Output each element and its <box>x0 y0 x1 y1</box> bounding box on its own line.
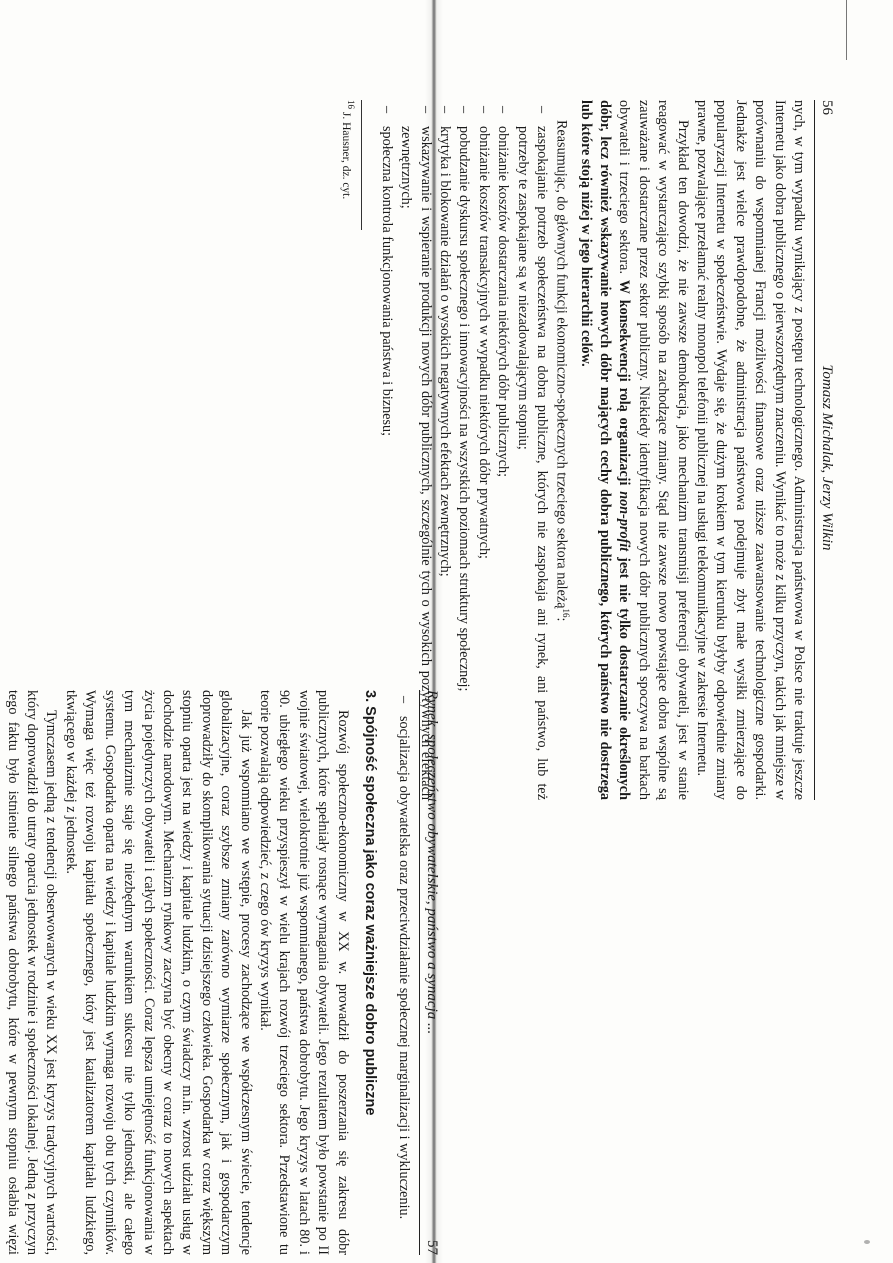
page-number: 57 <box>424 1240 440 1255</box>
running-head-title: Tomasz Michalak, Jerzy Wilkin <box>819 364 835 551</box>
list-item: – krytyka i blokowanie działań o wysokich negatywnych efektach zewnętrznych; <box>435 100 454 800</box>
running-head-57 <box>419 690 440 1255</box>
scan-speck <box>864 1240 870 1244</box>
list-item: – socjalizacja obywatelska oraz przeciwdziałanie społecznej marginalizacji i wykluczeniu. <box>394 690 413 1255</box>
paragraph: Tymczasem jedną z tendencji obserwowanych w wieku XX jest kryzys tradycyjnych wartości, który doprowadził do utraty oparcia jednostek w rodzinie i społeczności lokalnej. Jedną z przyczyn tego faktu było istnienie silnego państwa dobrobytu, które w pewnym stopniu osłabia więzi <box>4 690 60 1255</box>
functions-list-continued <box>394 690 413 1255</box>
page-57 <box>0 0 440 1263</box>
paragraph: Jak już wspomniano we wstępie, procesy zachodzące we współczesnym świecie, tendencje globalizacyjne, coraz szybsze zmiany zarówno wymiarze społecznym, jak i gospodarczym doprowadziły do skomplikowania sytuacji dzisiejszego człowieka. Gospodarka w coraz większym stopniu oparta jest na wiedzy i kapitale ludzkim, o czym świadczy m.in. wzrost udziału usług w dochodzie narodowym. Mechanizm rynkowy zaczyna być obecny w coraz to nowych aspektach życia pojedynczych obywateli i całych społeczności. Coraz lepsza umiejętność funkcjonowania w tym mechanizmie staje się niezbędnym warunkiem sukcesu nie tylko jednostki, ale całego systemu. Gospodarka oparta na wiedzy i kapitale ludzkim wymaga rozwoju obu tych czynników. Wymaga więc też rozwoju kapitału społecznego, który jest katalizatorem kapitału ludzkiego, tkwiącego w każdej z jednostek. <box>62 690 254 1255</box>
list-item: – społeczna kontrola funkcjonowania państwa i biznesu; <box>376 100 395 800</box>
paragraph: Rozwój społeczno-ekonomiczny w XX w. prowadził do poszerzania się zakresu dóbr publicznych, które spełniały rosnące wymagania obywateli. Jego rezultatem było powstanie po II wojnie światowej, wielokrotnie już wspomnianego, państwa dobrobytu. Jego kryzys w latach 80. i 90. ubiegłego wieku przyspieszył w wielu krajach rozwój trzeciego sektora. Przedstawione tu teorie pozwalają odpowiedzieć, z czego ów kryzys wynikał. <box>256 690 351 1255</box>
footnote: $^{16}$ J. Hausner, dz. cyt. <box>340 100 357 200</box>
paragraph-example: Przykład ten dowodzi, że nie zawsze demokracja, jako mechanizm transmisji preferencji obywateli, jest w stanie reagować w wystarczająco szybki sposób na zachodzące zmiany. Stąd nie zawsze nowo powstające dobra wspólne są zauważane i dostarczane przez sektor publiczny. Niekiedy identyfikacja nowych dóbr publicznych spoczywa na barkach obywateli i trzeciego sektora. W konsekwencji rolą organizacji non-profit jest nie tylko dostarczanie określonych dóbr, lecz również wskazywanie nowych dóbr mających cechy dobra publicznego, których państwo nie dostrzega lub które stoją niżej w jego hierarchii celów. <box>577 100 691 800</box>
section-heading: 3. Spójność społeczna jako coraz ważniejsze dobro publiczne <box>361 690 378 1116</box>
footnote-ref: 16 <box>561 608 572 618</box>
paragraph-summary: Reasumując, do głównych funkcji ekonomiczno-społecznych trzeciego sektora należą$^{16}$: <box>553 120 572 622</box>
list-item: – obniżanie kosztów transakcyjnych w wypadku niektórych dóbr prywatnych; <box>473 100 492 800</box>
running-head-title: Rynek, społeczeństwo obywatelskie, państwo a synacja ... <box>424 690 440 1035</box>
list-item: – zaspokajanie potrzeb społeczeństwa na dobra publiczne, których nie zaspokaja ani rynek, ani państwo, lub też potrzeby te zaspokajane są w niezadowalającym stopniu; <box>512 100 551 800</box>
scan-mark <box>846 0 847 60</box>
running-head-56 <box>814 100 835 800</box>
list-item: – pobudzanie dyskursu społecznego i innowacyjności na wszystkich poziomach struktury społecznej; <box>454 100 473 800</box>
page-number: 56 <box>819 100 835 115</box>
page-57-content <box>0 690 440 1255</box>
list-item: – wskazywanie i wspieranie produkcji nowych dóbr publicznych, szczególnie tych o wysokich pozytywnych efektach zewnętrznych; <box>396 100 435 800</box>
emphasis-conclusion: W konsekwencji rolą organizacji non-profit jest nie tylko dostarczanie określonych dóbr, lecz również wskazywanie nowych dóbr mających cechy dobra publicznego, których państwo nie dostrzega lub które stoją niżej w jego hierarchii celów. <box>577 100 633 800</box>
list-item: – obniżanie kosztów dostarczania niektórych dóbr publicznych; <box>493 100 512 800</box>
paragraph-continuation: nych, w tym wypadku wynikający z postępu technologicznego. Administracja państwowa w Polsce nie traktuje jeszcze Internetu jako dobra publicznego o pierwszorzędnym znaczeniu. Wynikać to może z kilku przyczyn, takich jak mniejsze w porównaniu do wspomnianej Francji możliwości finansowe oraz niższe zaawansowanie technologiczne gospodarki. Jednakże jest wielce prawdopodobne, że administracja państwowa podejmuje zbyt małe wysiłki zmierzające do popularyzacji Internetu w społeczeństwie. Wydaje się, że dużym krokiem w tym kierunku byłyby odpowiednie zmiany prawne, pozwalające przełamać realny monopol telefonii publicznej na usługi telekomunikacyjne w zakresie Internetu. <box>693 100 807 800</box>
